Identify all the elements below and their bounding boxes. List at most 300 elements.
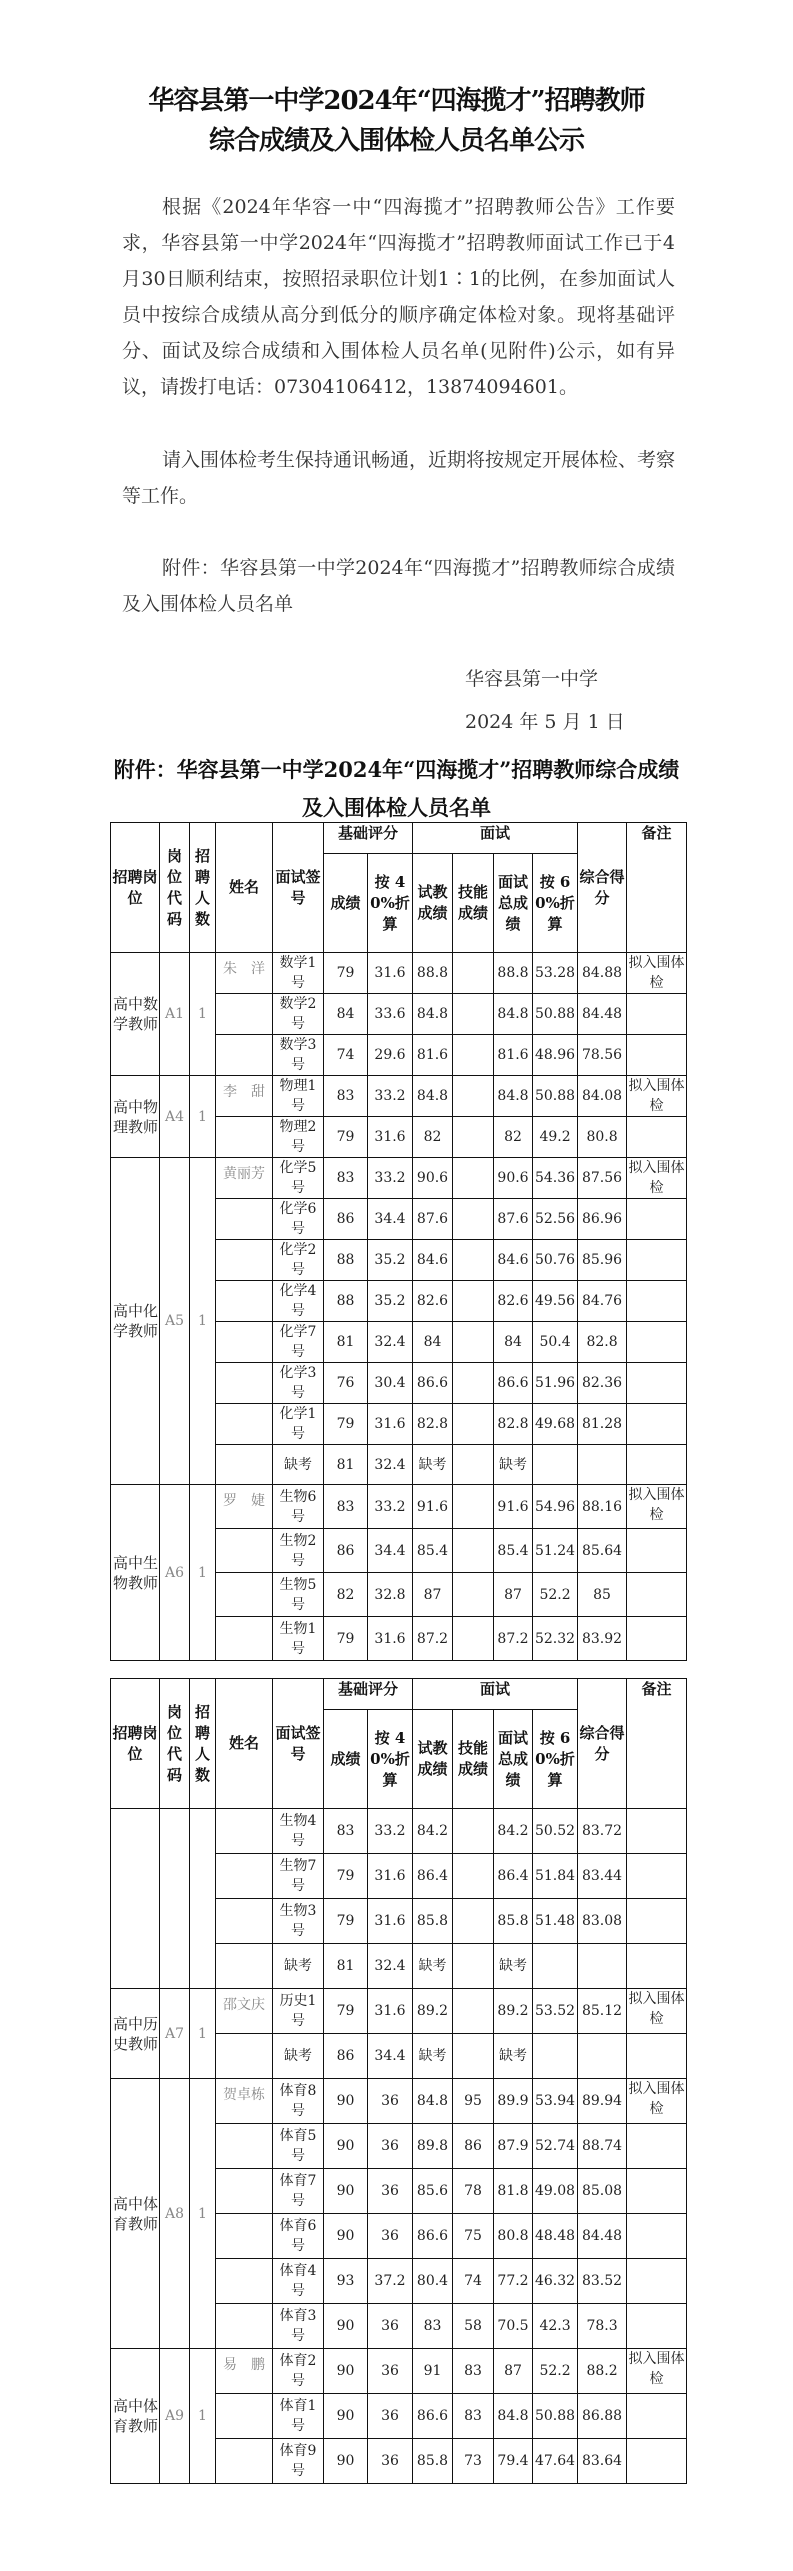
notice-paragraph-1: 根据《2024年华容一中“四海揽才”招聘教师公告》工作要求，华容县第一中学2024年“四海揽才”招聘教师面试工作已于4月30日顺利结束，按照招录职位计划1∶1的比例，在参加面试人员中按综合成绩从高分到低分的顺序确定体检对象。现将基础评分、面试及综合成绩和入围体检人员名单(见附件)公示，如有异议，请拨打电话：07304106412，13874094601。 — [122, 196, 675, 398]
sign-cell: 化学1号 — [273, 1404, 324, 1445]
score-table-part-1 — [110, 822, 687, 1661]
sign-cell: 数学2号 — [273, 994, 324, 1035]
name-cell — [216, 1117, 273, 1158]
composite-score-cell — [578, 1944, 627, 1989]
base-score-cell: 84 — [324, 994, 368, 1035]
teach-score-cell: 86.6 — [413, 1363, 453, 1404]
sign-cell: 数学1号 — [273, 953, 324, 994]
position-code-cell: A7 — [160, 1989, 190, 2079]
note-cell: 拟入围体检 — [627, 953, 687, 994]
skill-score-cell: 58 — [453, 2304, 494, 2349]
position-cell — [111, 1809, 160, 1989]
interview-60-cell — [533, 1944, 578, 1989]
base-40-cell: 31.6 — [368, 1617, 413, 1661]
header-skill: 技能成绩 — [453, 854, 494, 953]
base-score-cell: 90 — [324, 2394, 368, 2439]
base-40-cell: 30.4 — [368, 1363, 413, 1404]
sign-cell: 缺考 — [273, 2034, 324, 2079]
name-cell: 邵文庆 — [216, 1989, 273, 2034]
base-score-cell: 83 — [324, 1485, 368, 1529]
signature-org: 华容县第一中学 — [465, 668, 599, 690]
sign-cell: 体育8号 — [273, 2079, 324, 2124]
sign-cell: 缺考 — [273, 1445, 324, 1485]
note-cell — [627, 2259, 687, 2304]
note-cell: 拟入围体检 — [627, 2079, 687, 2124]
interview-60-cell: 50.88 — [533, 1076, 578, 1117]
composite-score-cell: 84.88 — [578, 953, 627, 994]
appendix-title-line1: 附件：华容县第一中学2024年“四海揽才”招聘教师综合成绩 — [113, 757, 680, 782]
interview-60-cell: 47.64 — [533, 2439, 578, 2484]
teach-score-cell: 87 — [413, 1573, 453, 1617]
name-cell — [216, 1404, 273, 1445]
score-table-part-2 — [110, 1678, 687, 2484]
base-40-cell: 31.6 — [368, 1854, 413, 1899]
interview-total-cell: 82.8 — [494, 1404, 533, 1445]
name-cell — [216, 1617, 273, 1661]
base-score-cell: 79 — [324, 1899, 368, 1944]
base-40-cell: 32.4 — [368, 1322, 413, 1363]
header-count: 招聘人数 — [190, 823, 216, 953]
composite-score-cell: 88.16 — [578, 1485, 627, 1529]
base-40-cell: 31.6 — [368, 1404, 413, 1445]
sign-cell: 历史1号 — [273, 1989, 324, 2034]
composite-score-cell: 82.36 — [578, 1363, 627, 1404]
table-row — [111, 1158, 687, 1199]
header-note: 备注 — [627, 823, 687, 953]
composite-score-cell: 82.8 — [578, 1322, 627, 1363]
composite-score-cell: 84.76 — [578, 1281, 627, 1322]
composite-score-cell: 89.94 — [578, 2079, 627, 2124]
note-cell — [627, 1899, 687, 1944]
skill-score-cell — [453, 1240, 494, 1281]
interview-total-cell: 87 — [494, 1573, 533, 1617]
composite-score-cell: 84.08 — [578, 1076, 627, 1117]
base-score-cell: 93 — [324, 2259, 368, 2304]
interview-total-cell: 87.9 — [494, 2124, 533, 2169]
note-cell — [627, 1944, 687, 1989]
position-code-cell: A8 — [160, 2079, 190, 2349]
skill-score-cell: 75 — [453, 2214, 494, 2259]
position-cell: 高中体育教师 — [111, 2079, 160, 2349]
position-code-cell: A6 — [160, 1485, 190, 1661]
header-code: 岗位代码 — [160, 823, 190, 953]
appendix-title-line2: 及入围体检人员名单 — [302, 795, 491, 820]
sign-cell: 生物5号 — [273, 1573, 324, 1617]
note-cell — [627, 1529, 687, 1573]
header-interview-60: 按 60%折算 — [533, 1710, 578, 1809]
note-cell — [627, 1199, 687, 1240]
position-code-cell: A4 — [160, 1076, 190, 1158]
teach-score-cell: 91 — [413, 2349, 453, 2394]
sign-cell: 缺考 — [273, 1944, 324, 1989]
base-40-cell: 29.6 — [368, 1035, 413, 1076]
interview-60-cell: 50.88 — [533, 994, 578, 1035]
base-40-cell: 35.2 — [368, 1240, 413, 1281]
skill-score-cell — [453, 1617, 494, 1661]
teach-score-cell: 82 — [413, 1117, 453, 1158]
base-40-cell: 33.6 — [368, 994, 413, 1035]
interview-total-cell: 79.4 — [494, 2439, 533, 2484]
interview-60-cell: 54.96 — [533, 1485, 578, 1529]
composite-score-cell — [578, 1445, 627, 1485]
position-code-cell: A5 — [160, 1158, 190, 1485]
base-score-cell: 90 — [324, 2304, 368, 2349]
teach-score-cell: 90.6 — [413, 1158, 453, 1199]
base-40-cell: 31.6 — [368, 1117, 413, 1158]
skill-score-cell — [453, 1989, 494, 2034]
interview-60-cell — [533, 1445, 578, 1485]
interview-total-cell: 87.6 — [494, 1199, 533, 1240]
header-composite: 综合得分 — [578, 1679, 627, 1809]
position-code-cell: A9 — [160, 2349, 190, 2484]
composite-score-cell: 83.64 — [578, 2439, 627, 2484]
interview-total-cell: 85.8 — [494, 1899, 533, 1944]
sign-cell: 体育1号 — [273, 2394, 324, 2439]
name-cell — [216, 1035, 273, 1076]
teach-score-cell: 87.2 — [413, 1617, 453, 1661]
name-cell — [216, 1281, 273, 1322]
base-40-cell: 31.6 — [368, 1899, 413, 1944]
interview-60-cell: 42.3 — [533, 2304, 578, 2349]
interview-total-cell: 89.9 — [494, 2079, 533, 2124]
base-score-cell: 90 — [324, 2214, 368, 2259]
header-note: 备注 — [627, 1679, 687, 1809]
position-cell: 高中化学教师 — [111, 1158, 160, 1485]
note-cell — [627, 1445, 687, 1485]
note-cell — [627, 2394, 687, 2439]
interview-total-cell: 缺考 — [494, 2034, 533, 2079]
skill-score-cell — [453, 1158, 494, 1199]
composite-score-cell — [578, 2034, 627, 2079]
interview-total-cell: 84 — [494, 1322, 533, 1363]
interview-60-cell: 53.94 — [533, 2079, 578, 2124]
hire-count-cell: 1 — [190, 1076, 216, 1158]
base-score-cell: 83 — [324, 1809, 368, 1854]
sign-cell: 物理2号 — [273, 1117, 324, 1158]
base-score-cell: 86 — [324, 2034, 368, 2079]
note-cell — [627, 1363, 687, 1404]
header-base-group: 基础评分 — [324, 823, 413, 854]
header-base-group: 基础评分 — [324, 1679, 413, 1710]
name-cell — [216, 994, 273, 1035]
sign-cell: 生物2号 — [273, 1529, 324, 1573]
base-score-cell: 88 — [324, 1281, 368, 1322]
base-score-cell: 74 — [324, 1035, 368, 1076]
skill-score-cell: 73 — [453, 2439, 494, 2484]
teach-score-cell: 81.6 — [413, 1035, 453, 1076]
interview-60-cell: 51.24 — [533, 1529, 578, 1573]
sign-cell: 生物1号 — [273, 1617, 324, 1661]
base-40-cell: 36 — [368, 2439, 413, 2484]
skill-score-cell — [453, 1485, 494, 1529]
base-score-cell: 86 — [324, 1199, 368, 1240]
note-cell: 拟入围体检 — [627, 1989, 687, 2034]
note-cell: 拟入围体检 — [627, 1158, 687, 1199]
sign-cell: 化学4号 — [273, 1281, 324, 1322]
sign-cell: 体育3号 — [273, 2304, 324, 2349]
attachment-note: 附件：华容县第一中学2024年“四海揽才”招聘教师综合成绩及入围体检人员名单 — [122, 557, 675, 615]
sign-cell: 化学5号 — [273, 1158, 324, 1199]
interview-60-cell: 53.28 — [533, 953, 578, 994]
name-cell: 罗 婕 — [216, 1485, 273, 1529]
base-score-cell: 81 — [324, 1944, 368, 1989]
interview-total-cell: 70.5 — [494, 2304, 533, 2349]
teach-score-cell: 84.2 — [413, 1809, 453, 1854]
header-base-40: 按 40%折算 — [368, 1710, 413, 1809]
base-40-cell: 34.4 — [368, 2034, 413, 2079]
base-score-cell: 82 — [324, 1573, 368, 1617]
base-40-cell: 32.4 — [368, 1944, 413, 1989]
sign-cell: 化学3号 — [273, 1363, 324, 1404]
interview-total-cell: 90.6 — [494, 1158, 533, 1199]
teach-score-cell: 85.8 — [413, 2439, 453, 2484]
skill-score-cell — [453, 1445, 494, 1485]
interview-60-cell: 50.76 — [533, 1240, 578, 1281]
name-cell — [216, 2259, 273, 2304]
interview-60-cell: 54.36 — [533, 1158, 578, 1199]
interview-60-cell: 49.68 — [533, 1404, 578, 1445]
base-score-cell: 88 — [324, 1240, 368, 1281]
interview-total-cell: 89.2 — [494, 1989, 533, 2034]
interview-60-cell: 52.32 — [533, 1617, 578, 1661]
sign-cell: 体育6号 — [273, 2214, 324, 2259]
note-cell — [627, 2124, 687, 2169]
teach-score-cell: 88.8 — [413, 953, 453, 994]
interview-60-cell: 48.96 — [533, 1035, 578, 1076]
hire-count-cell — [190, 1809, 216, 1989]
header-count: 招聘人数 — [190, 1679, 216, 1809]
hire-count-cell: 1 — [190, 2079, 216, 2349]
base-40-cell: 33.2 — [368, 1076, 413, 1117]
base-score-cell: 81 — [324, 1322, 368, 1363]
note-cell: 拟入围体检 — [627, 1076, 687, 1117]
interview-total-cell: 82 — [494, 1117, 533, 1158]
name-cell — [216, 2439, 273, 2484]
interview-60-cell: 50.52 — [533, 1809, 578, 1854]
note-cell — [627, 994, 687, 1035]
composite-score-cell: 88.74 — [578, 2124, 627, 2169]
interview-60-cell: 51.84 — [533, 1854, 578, 1899]
note-cell — [627, 2304, 687, 2349]
header-base-40: 按 40%折算 — [368, 854, 413, 953]
teach-score-cell: 87.6 — [413, 1199, 453, 1240]
teach-score-cell: 89.2 — [413, 1989, 453, 2034]
composite-score-cell: 81.28 — [578, 1404, 627, 1445]
base-score-cell: 83 — [324, 1076, 368, 1117]
sign-cell: 化学6号 — [273, 1199, 324, 1240]
base-score-cell: 79 — [324, 1617, 368, 1661]
name-cell — [216, 1240, 273, 1281]
name-cell — [216, 2304, 273, 2349]
composite-score-cell: 86.88 — [578, 2394, 627, 2439]
hire-count-cell: 1 — [190, 1485, 216, 1661]
interview-60-cell: 53.52 — [533, 1989, 578, 2034]
position-cell: 高中物理教师 — [111, 1076, 160, 1158]
name-cell — [216, 2124, 273, 2169]
table-row — [111, 953, 687, 994]
header-composite: 综合得分 — [578, 823, 627, 953]
teach-score-cell: 84.8 — [413, 1076, 453, 1117]
skill-score-cell — [453, 1529, 494, 1573]
page-title-line2: 综合成绩及入围体检人员名单公示 — [208, 126, 584, 156]
teach-score-cell: 83 — [413, 2304, 453, 2349]
sign-cell: 体育4号 — [273, 2259, 324, 2304]
base-score-cell: 79 — [324, 1989, 368, 2034]
sign-cell: 生物3号 — [273, 1899, 324, 1944]
interview-total-cell: 84.8 — [494, 1076, 533, 1117]
note-cell — [627, 1240, 687, 1281]
signature-date: 2024 年 5 月 1 日 — [465, 711, 625, 733]
header-position: 招聘岗位 — [111, 823, 160, 953]
base-score-cell: 86 — [324, 1529, 368, 1573]
interview-60-cell: 52.2 — [533, 2349, 578, 2394]
interview-60-cell: 50.4 — [533, 1322, 578, 1363]
skill-score-cell — [453, 1117, 494, 1158]
note-cell: 拟入围体检 — [627, 2349, 687, 2394]
name-cell — [216, 1199, 273, 1240]
name-cell: 李 甜 — [216, 1076, 273, 1117]
interview-60-cell: 46.32 — [533, 2259, 578, 2304]
skill-score-cell — [453, 2034, 494, 2079]
interview-total-cell: 85.4 — [494, 1529, 533, 1573]
header-interview-group: 面试 — [413, 823, 578, 854]
base-score-cell: 83 — [324, 1158, 368, 1199]
interview-total-cell: 缺考 — [494, 1944, 533, 1989]
header-row — [111, 1679, 687, 1710]
teach-score-cell: 缺考 — [413, 1445, 453, 1485]
composite-score-cell: 86.96 — [578, 1199, 627, 1240]
skill-score-cell — [453, 1854, 494, 1899]
interview-60-cell: 52.56 — [533, 1199, 578, 1240]
base-40-cell: 37.2 — [368, 2259, 413, 2304]
interview-total-cell: 87 — [494, 2349, 533, 2394]
teach-score-cell: 86.6 — [413, 2394, 453, 2439]
note-cell — [627, 1809, 687, 1854]
sign-cell: 体育9号 — [273, 2439, 324, 2484]
composite-score-cell: 84.48 — [578, 2214, 627, 2259]
note-cell — [627, 1404, 687, 1445]
name-cell — [216, 1944, 273, 1989]
note-cell — [627, 1854, 687, 1899]
teach-score-cell: 85.4 — [413, 1529, 453, 1573]
interview-total-cell: 84.8 — [494, 2394, 533, 2439]
interview-total-cell: 81.8 — [494, 2169, 533, 2214]
header-base-score: 成绩 — [324, 854, 368, 953]
position-cell: 高中历史教师 — [111, 1989, 160, 2079]
composite-score-cell: 83.44 — [578, 1854, 627, 1899]
hire-count-cell: 1 — [190, 1989, 216, 2079]
base-40-cell: 33.2 — [368, 1485, 413, 1529]
interview-total-cell: 77.2 — [494, 2259, 533, 2304]
composite-score-cell: 85.12 — [578, 1989, 627, 2034]
skill-score-cell — [453, 1363, 494, 1404]
table-row — [111, 1076, 687, 1117]
composite-score-cell: 83.52 — [578, 2259, 627, 2304]
hire-count-cell: 1 — [190, 953, 216, 1076]
skill-score-cell — [453, 1281, 494, 1322]
skill-score-cell — [453, 1199, 494, 1240]
header-teach: 试教成绩 — [413, 1710, 453, 1809]
name-cell — [216, 2394, 273, 2439]
note-cell — [627, 1617, 687, 1661]
interview-60-cell: 51.48 — [533, 1899, 578, 1944]
teach-score-cell: 86.6 — [413, 2214, 453, 2259]
composite-score-cell: 85 — [578, 1573, 627, 1617]
base-40-cell: 31.6 — [368, 1989, 413, 2034]
name-cell — [216, 1573, 273, 1617]
base-score-cell: 90 — [324, 2079, 368, 2124]
skill-score-cell — [453, 1035, 494, 1076]
name-cell — [216, 2169, 273, 2214]
header-teach: 试教成绩 — [413, 854, 453, 953]
teach-score-cell: 84 — [413, 1322, 453, 1363]
base-score-cell: 90 — [324, 2439, 368, 2484]
note-cell — [627, 1117, 687, 1158]
notice-paragraph-2: 请入围体检考生保持通讯畅通，近期将按规定开展体检、考察等工作。 — [122, 449, 676, 507]
note-cell — [627, 2034, 687, 2079]
note-cell — [627, 1035, 687, 1076]
base-40-cell: 36 — [368, 2124, 413, 2169]
base-score-cell: 79 — [324, 1854, 368, 1899]
base-score-cell: 79 — [324, 1117, 368, 1158]
skill-score-cell — [453, 1322, 494, 1363]
name-cell — [216, 1322, 273, 1363]
base-40-cell: 32.4 — [368, 1445, 413, 1485]
base-score-cell: 90 — [324, 2124, 368, 2169]
skill-score-cell — [453, 994, 494, 1035]
teach-score-cell: 91.6 — [413, 1485, 453, 1529]
skill-score-cell — [453, 1404, 494, 1445]
name-cell: 易 鹏 — [216, 2349, 273, 2394]
interview-60-cell: 49.08 — [533, 2169, 578, 2214]
header-interview-60: 按 60%折算 — [533, 854, 578, 953]
base-score-cell: 79 — [324, 1404, 368, 1445]
teach-score-cell: 85.8 — [413, 1899, 453, 1944]
composite-score-cell: 85.64 — [578, 1529, 627, 1573]
interview-60-cell: 51.96 — [533, 1363, 578, 1404]
base-score-cell: 79 — [324, 953, 368, 994]
header-interview-total: 面试总成绩 — [494, 854, 533, 953]
header-name: 姓名 — [216, 1679, 273, 1809]
teach-score-cell: 缺考 — [413, 1944, 453, 1989]
table-row — [111, 1809, 687, 1854]
header-sign: 面试签号 — [273, 823, 324, 953]
name-cell — [216, 1445, 273, 1485]
teach-score-cell: 缺考 — [413, 2034, 453, 2079]
sign-cell: 化学7号 — [273, 1322, 324, 1363]
position-cell: 高中生物教师 — [111, 1485, 160, 1661]
interview-60-cell: 52.2 — [533, 1573, 578, 1617]
interview-total-cell: 84.8 — [494, 994, 533, 1035]
skill-score-cell: 95 — [453, 2079, 494, 2124]
header-base-score: 成绩 — [324, 1710, 368, 1809]
name-cell: 朱 洋 — [216, 953, 273, 994]
sign-cell: 物理1号 — [273, 1076, 324, 1117]
table-row — [111, 2349, 687, 2394]
base-40-cell: 36 — [368, 2079, 413, 2124]
header-position: 招聘岗位 — [111, 1679, 160, 1809]
skill-score-cell: 86 — [453, 2124, 494, 2169]
interview-total-cell: 82.6 — [494, 1281, 533, 1322]
teach-score-cell: 89.8 — [413, 2124, 453, 2169]
name-cell — [216, 1809, 273, 1854]
base-score-cell: 81 — [324, 1445, 368, 1485]
interview-total-cell: 86.4 — [494, 1854, 533, 1899]
note-cell — [627, 1281, 687, 1322]
name-cell: 贺卓栋 — [216, 2079, 273, 2124]
skill-score-cell — [453, 1899, 494, 1944]
composite-score-cell: 83.08 — [578, 1899, 627, 1944]
